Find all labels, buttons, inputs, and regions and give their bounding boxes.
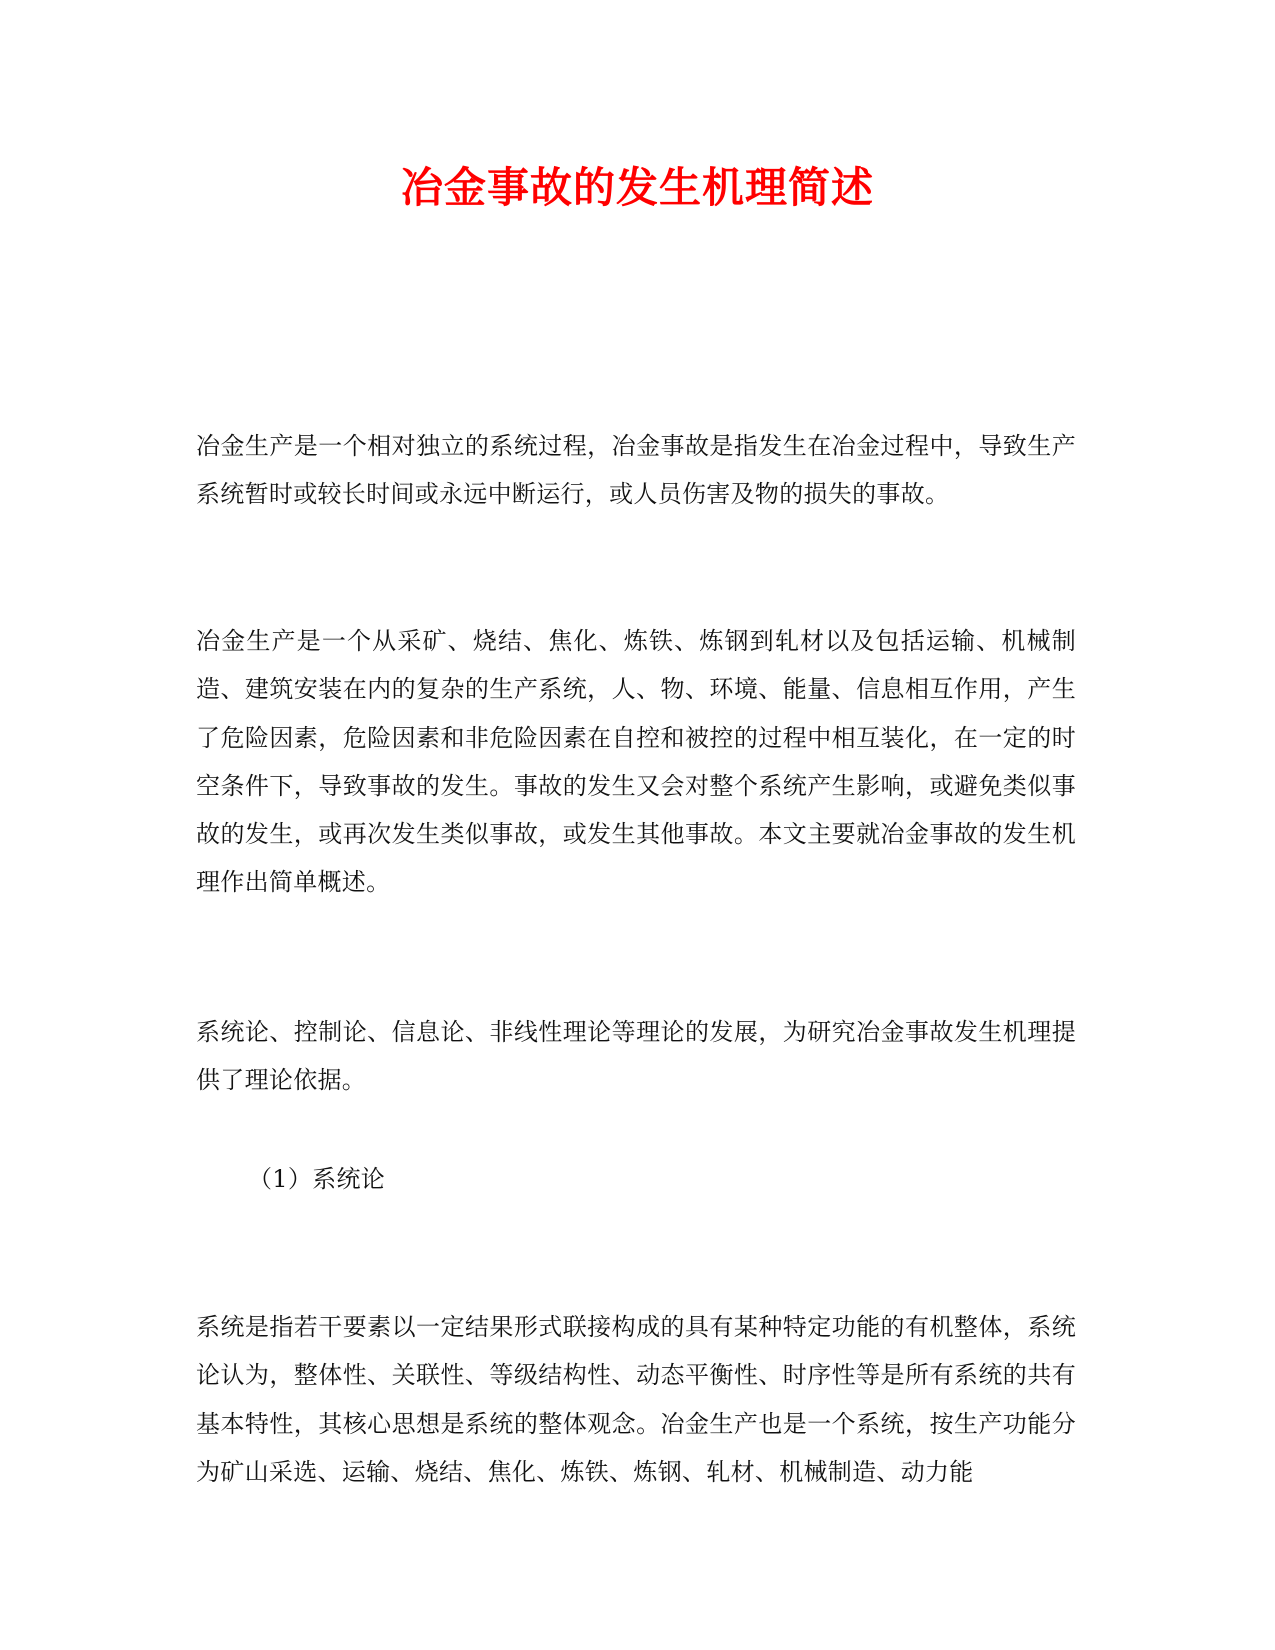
paragraph-system-theory: 系统是指若干要素以一定结果形式联接构成的具有某种特定功能的有机整体，系统论认为，整体性、关联性、等级结构性、动态平衡性、时序性等是所有系统的共有基本特性，其核心思想是系统的整体观念。冶金生产也是一个系统，按生产功能分为矿山采选、运输、烧结、焦化、炼铁、炼钢、轧材、机械制造、动力能 xyxy=(196,1313,1076,1486)
paragraph-production-system: 冶金生产是一个从采矿、烧结、焦化、炼铁、炼钢到轧材以及包括运输、机械制造、建筑安装在内的复杂的生产系统，人、物、环境、能量、信息相互作用，产生了危险因素，危险因素和非危险因素在自控和被控的过程中相互装化，在一定的时空条件下，导致事故的发生。事故的发生又会对整个系统产生影响，或避免类似事故的发生，或再次发生类似事故，或发生其他事故。本文主要就冶金事故的发生机理作出简单概述。 xyxy=(196,627,1076,897)
document-title: 冶金事故的发生机理简述 xyxy=(400,163,874,212)
section-heading-system-theory: （1）系统论 xyxy=(248,1165,386,1193)
paragraph-theory-basis: 系统论、控制论、信息论、非线性理论等理论的发展，为研究冶金事故发生机理提供了理论依据。 xyxy=(196,1018,1076,1095)
paragraph-definition: 冶金生产是一个相对独立的系统过程，冶金事故是指发生在冶金过程中，导致生产系统暂时或较长时间或永远中断运行，或人员伤害及物的损失的事故。 xyxy=(196,432,1076,509)
